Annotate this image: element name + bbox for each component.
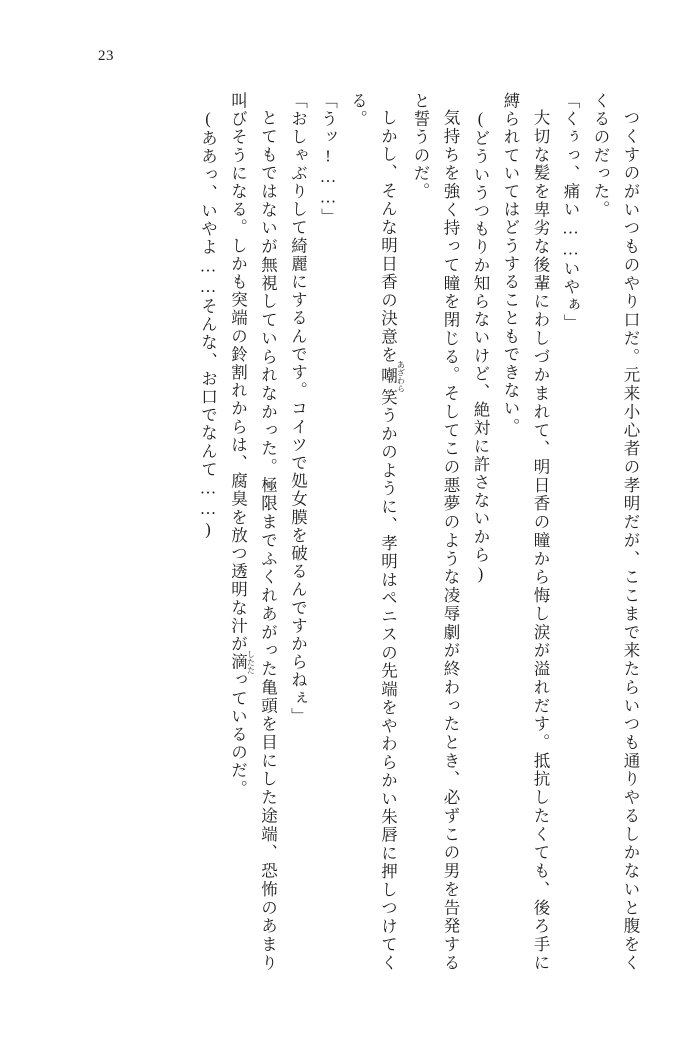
paragraph-with-ruby: とてもではないが無視していられなかった。極限までふくれあがった亀頭を目にした途端、恐怖のあまり叫びそうになる。しかも突端の鈴割れからは、腐臭を放つ透明な汁が滴 したたっているのだ。	[228, 92, 278, 972]
page-number: 23	[98, 48, 114, 64]
paragraph: つくすのがいつものやり口だ。元来小心者の孝明だが、ここまで来たらいつも通りやるしかないと腹をくくるのだった。	[591, 92, 640, 972]
paragraph: (ああっ、いやよ……そんな、お口でなんて……)	[198, 109, 218, 541]
paragraph: 気持ちを強く持って瞳を閉じる。そしてこの悪夢のような凌辱劇が終わったとき、必ずこの男を告発すると誓うのだ。	[411, 92, 460, 972]
paragraph: 「うッ!……」	[318, 92, 338, 227]
ruby-shitata: 滴 したた	[228, 650, 256, 675]
ruby-azawara: 嘲 あざわら	[378, 360, 406, 393]
paragraph-with-ruby: しかし、そんな明日香の決意を嘲 あざわら笑うかのように、孝明はペニスの先端をやわらかい朱唇に押しつけてくる。	[348, 92, 406, 972]
paragraph: 「くぅっ、痛い……いやぁ」	[561, 92, 580, 333]
paragraph: (どういうつもりか知らないけど、絶対に許さないから)	[471, 109, 490, 585]
paragraph: 「おしゃぶりして綺麗にするんです。コイツで処女膜を破るんですからねぇ」	[288, 92, 308, 726]
page-text-body	[85, 92, 645, 972]
paragraph: 大切な髪を卑劣な後輩にわしづかまれて、明日香の瞳から悔し涙が溢れだす。抵抗したくても、後ろ手に縛られていてはどうすることもできない。	[501, 92, 550, 972]
